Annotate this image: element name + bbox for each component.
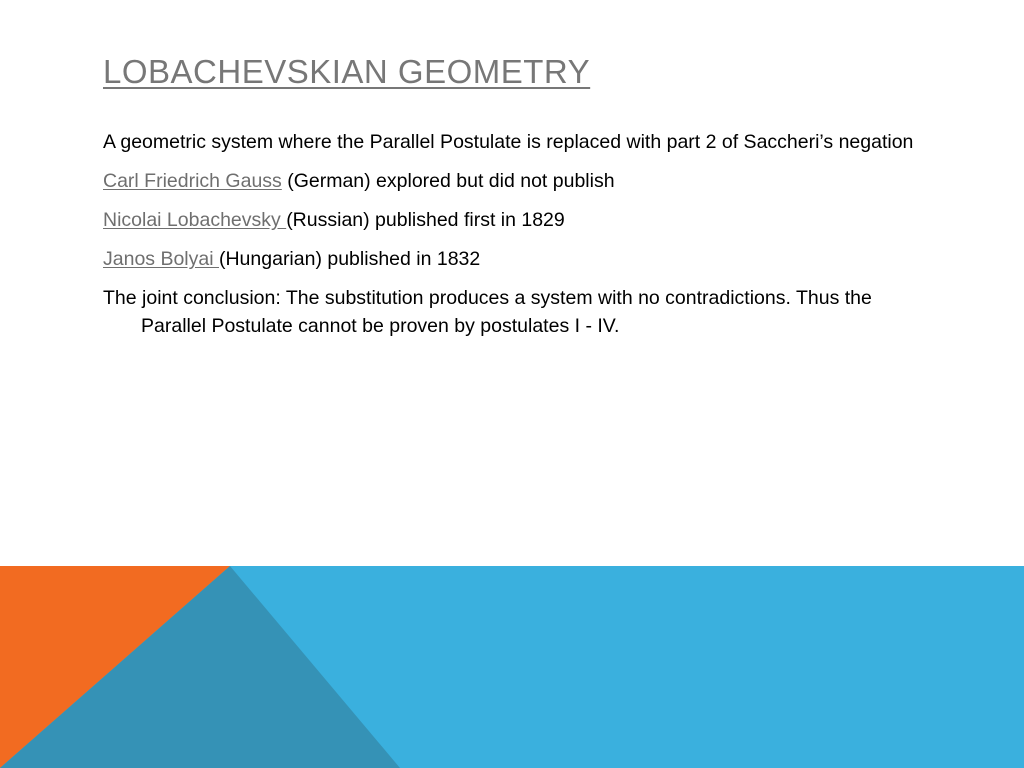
link-lobachevsky[interactable]: Nicolai Lobachevsky xyxy=(103,209,287,231)
paragraph-text: (Hungarian) published in 1832 xyxy=(218,248,481,270)
slide-title: LOBACHEVSKIAN GEOMETRY xyxy=(103,53,591,90)
paragraph-text: The joint conclusion: The substitution produces a system with no contradictions. Thus the Parallel Postulate cannot be proven by postulates I - IV. xyxy=(103,287,872,337)
paragraph-lobachevsky xyxy=(103,206,933,234)
paragraph-text: A geometric system where the Parallel Postulate is replaced with part 2 of Saccheri’s negation xyxy=(103,131,914,153)
paragraph-bolyai xyxy=(103,245,933,273)
paragraph-text: (German) explored but did not publish xyxy=(281,170,615,192)
link-bolyai[interactable]: Janos Bolyai xyxy=(103,248,219,270)
paragraph-conclusion xyxy=(103,284,933,340)
slide-body xyxy=(103,128,933,351)
paragraph-gauss xyxy=(103,167,933,195)
paragraph-text: (Russian) published first in 1829 xyxy=(286,209,565,231)
paragraph-definition xyxy=(103,128,933,156)
link-gauss[interactable]: Carl Friedrich Gauss xyxy=(103,170,282,192)
decorative-band xyxy=(0,566,1024,768)
